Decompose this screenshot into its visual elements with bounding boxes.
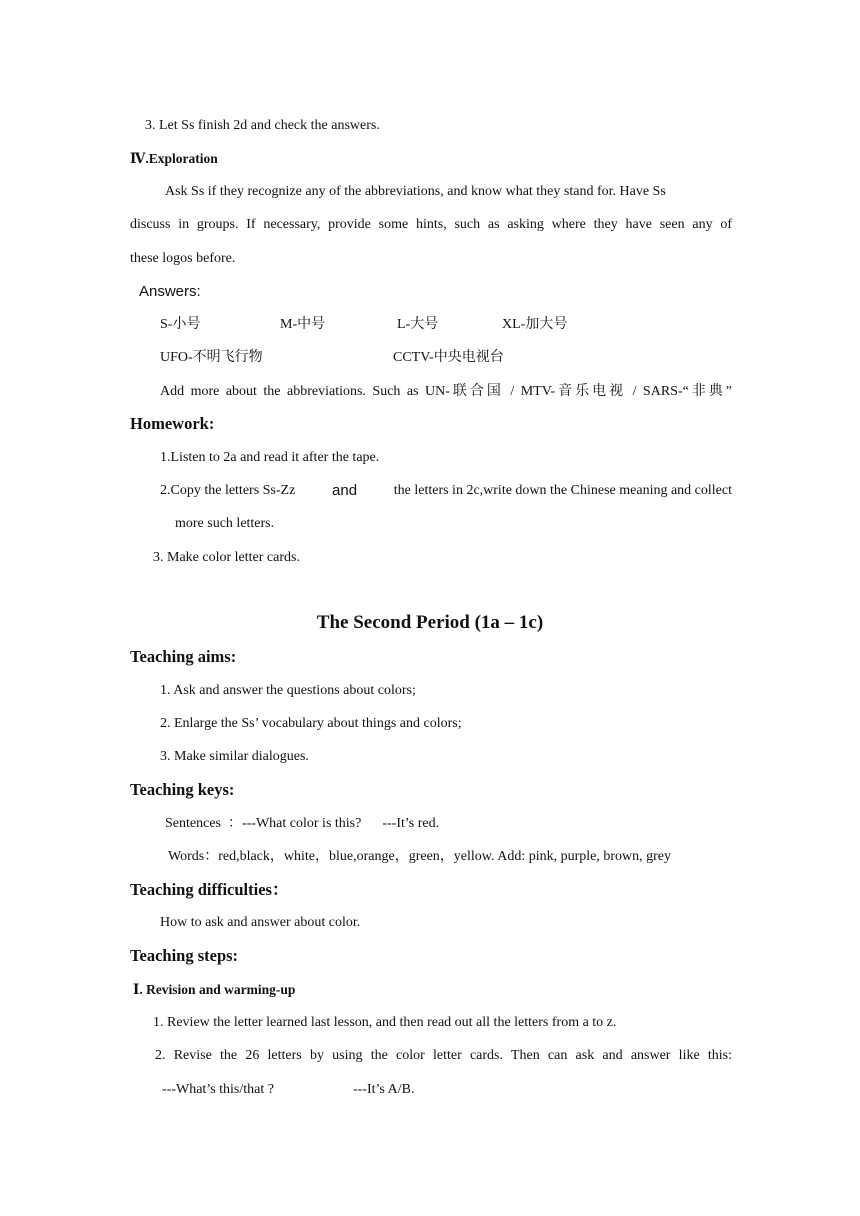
homework-item-3: 3. Make color letter cards. xyxy=(153,550,300,565)
step-3: 3. Let Ss finish 2d and check the answers. xyxy=(145,118,380,133)
add-more-abbreviations: Add more about the abbreviations. Such as UN-联合国 / MTV-音乐电视 / SARS-“非典” xyxy=(160,384,732,399)
homework-item-2-start: 2.Copy the letters Ss-Zz xyxy=(160,483,296,498)
aim-2: 2. Enlarge the Ss’ vocabulary about things and colors; xyxy=(160,716,462,731)
period-title: The Second Period (1a – 1c) xyxy=(316,612,544,633)
teaching-difficulties-heading: Teaching difficulties： xyxy=(130,880,289,899)
answer-xl: XL-加大号 xyxy=(502,317,568,332)
exploration-line-1: Ask Ss if they recognize any of the abbreviations, and know what they stand for. Have Ss xyxy=(165,184,666,199)
teaching-aims-heading: Teaching aims: xyxy=(130,647,237,666)
dialogue-question: ---What’s this/that ? xyxy=(162,1082,274,1097)
keys-words: Words：red,black，white，blue,orange，green，yellow. Add: pink, purple, brown, grey xyxy=(168,849,672,864)
answer-s: S-小号 xyxy=(160,317,201,332)
aim-3: 3. Make similar dialogues. xyxy=(160,749,309,764)
homework-item-2-and: and xyxy=(332,482,358,499)
answer-l: L-大号 xyxy=(397,317,439,332)
homework-item-1: 1.Listen to 2a and read it after the tape. xyxy=(160,450,380,465)
exploration-line-3: these logos before. xyxy=(130,251,236,266)
revision-heading: Ⅰ. Revision and warming-up xyxy=(133,982,296,997)
dialogue-answer: ---It’s A/B. xyxy=(353,1082,415,1097)
homework-item-2-end: the letters in 2c,write down the Chinese meaning and collect xyxy=(393,483,732,498)
revision-step-2: 2. Revise the 26 letters by using the color letter cards. Then can ask and answer like this: xyxy=(155,1048,732,1063)
answers-label: Answers: xyxy=(139,283,201,300)
answer-cctv: CCTV-中央电视台 xyxy=(393,350,504,365)
difficulties-text: How to ask and answer about color. xyxy=(160,915,361,930)
homework-heading: Homework: xyxy=(130,414,215,433)
homework-item-2 xyxy=(160,482,732,500)
answer-ufo: UFO-不明飞行物 xyxy=(160,350,263,365)
keys-sentences: Sentences ：---What color is this? ---It’s red. xyxy=(165,816,440,831)
aim-1: 1. Ask and answer the questions about colors; xyxy=(160,683,416,698)
exploration-heading: Ⅳ.Exploration xyxy=(130,151,218,166)
exploration-line-2: discuss in groups. If necessary, provide some hints, such as asking where they have seen any of xyxy=(130,217,732,232)
revision-step-1: 1. Review the letter learned last lesson, and then read out all the letters from a to z. xyxy=(153,1015,617,1030)
answer-m: M-中号 xyxy=(280,317,326,332)
teaching-steps-heading: Teaching steps: xyxy=(130,946,239,965)
teaching-keys-heading: Teaching keys: xyxy=(130,780,235,799)
homework-item-2-continued: more such letters. xyxy=(175,516,275,531)
